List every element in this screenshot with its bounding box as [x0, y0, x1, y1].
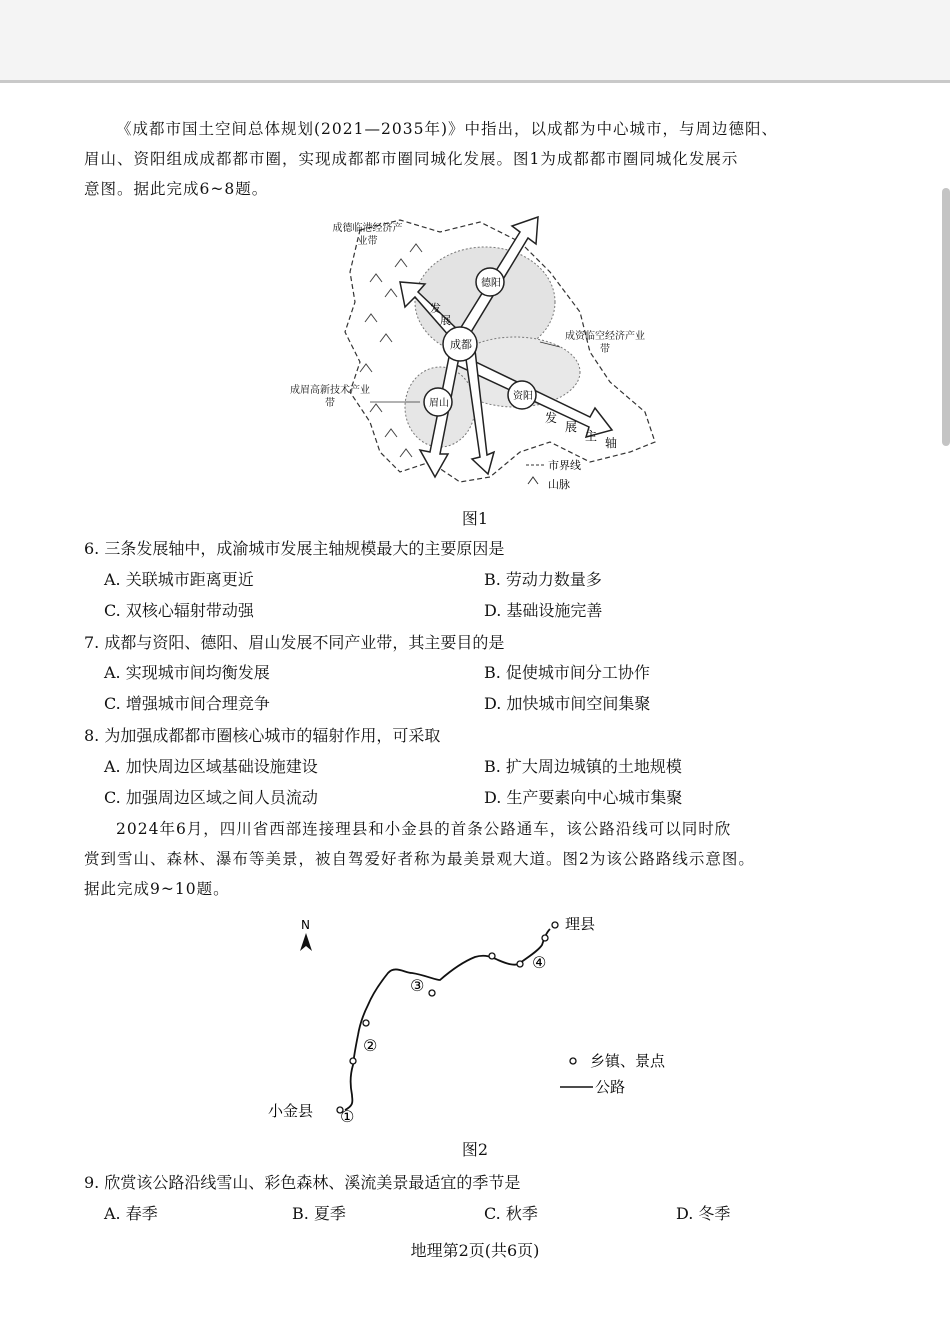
city-meishan-label: 眉山	[429, 398, 449, 409]
town-7	[542, 935, 548, 941]
town-4	[429, 990, 435, 996]
question-9-option-b: B. 夏季	[292, 1204, 346, 1223]
passage-2	[84, 814, 874, 904]
question-6-option-a: A. 关联城市距离更近	[104, 570, 254, 589]
question-6-option-b: B. 劳动力数量多	[484, 570, 602, 589]
passage-1-line-1: 《成都市国土空间总体规划(2021—2035年)》中指出，以成都为中心城市，与周边德阳、	[116, 120, 778, 138]
question-7-option-c: C. 增强城市间合理竞争	[104, 694, 270, 713]
city-ziyang-label: 资阳	[513, 391, 533, 402]
question-7-option-a: A. 实现城市间均衡发展	[104, 663, 270, 682]
axis-main-label-3: 主	[585, 429, 598, 443]
figure-2-route-map	[260, 905, 720, 1130]
question-9-stem: 9. 欣赏该公路沿线雪山、彩色森林、溪流美景最适宜的季节是	[84, 1173, 521, 1192]
town-5	[489, 953, 495, 959]
question-7-stem: 7. 成都与资阳、德阳、眉山发展不同产业带，其主要目的是	[84, 633, 505, 652]
question-9-option-d: D. 冬季	[676, 1204, 731, 1223]
legend-road-label: 公路	[595, 1078, 626, 1096]
legend-town-icon	[570, 1058, 576, 1064]
question-8-option-b: B. 扩大周边城镇的土地规模	[484, 757, 682, 776]
question-9-option-a: A. 春季	[104, 1204, 158, 1223]
question-8-option-c: C. 加强周边区域之间人员流动	[104, 788, 318, 807]
axis-main-label-2: 展	[565, 420, 578, 434]
city-deyang-label: 德阳	[481, 278, 501, 289]
axis-west-label-2: 展	[440, 314, 451, 327]
city-chengdu-label: 成都	[450, 338, 472, 351]
figure-2-caption: 图2	[461, 1140, 489, 1159]
question-9-option-c: C. 秋季	[484, 1204, 538, 1223]
legend-boundary-label: 市界线	[548, 459, 581, 472]
question-6-option-d: D. 基础设施完善	[484, 601, 603, 620]
axis-main-label-1: 发	[545, 411, 558, 425]
marker-1: ①	[340, 1107, 355, 1126]
legend-mountain-label: 山脉	[548, 478, 570, 491]
axis-west-label-1: 发	[430, 302, 441, 315]
town-6	[517, 961, 523, 967]
axis-main-label-4: 轴	[605, 436, 618, 450]
passage-2-line-1: 2024年6月，四川省西部连接理县和小金县的首条公路通车，该公路沿线可以同时欣	[116, 820, 732, 838]
question-6-stem: 6. 三条发展轴中，成渝城市发展主轴规模最大的主要原因是	[84, 539, 505, 558]
road-line	[345, 929, 550, 1110]
page-footer: 地理第2页(共6页)	[410, 1241, 540, 1260]
marker-2: ②	[363, 1036, 378, 1055]
belt-south-label: 成眉高新技术产业带	[290, 385, 370, 409]
belt-north-label: 成德临港经济产业带	[332, 223, 403, 247]
marker-4: ④	[532, 953, 547, 972]
figure-1-caption: 图1	[461, 509, 489, 528]
question-7-option-b: B. 促使城市间分工协作	[484, 663, 650, 682]
town-2	[350, 1058, 356, 1064]
town-lixian	[552, 922, 558, 928]
question-7-option-d: D. 加快城市间空间集聚	[484, 694, 651, 713]
north-label: N	[301, 918, 310, 932]
north-arrow-icon	[300, 933, 312, 951]
question-6-option-c: C. 双核心辐射带动强	[104, 601, 254, 620]
question-8-option-a: A. 加快周边区域基础设施建设	[104, 757, 318, 776]
passage-1-line-3: 意图。据此完成6~8题。	[84, 180, 269, 198]
question-8-stem: 8. 为加强成都都市圈核心城市的辐射作用，可采取	[84, 726, 441, 745]
viewer-top-bar	[0, 0, 950, 83]
figure-1-map	[290, 212, 660, 497]
marker-3: ③	[410, 976, 425, 995]
question-8-option-d: D. 生产要素向中心城市集聚	[484, 788, 683, 807]
xiaojin-label: 小金县	[268, 1102, 314, 1120]
passage-1-line-2: 眉山、资阳组成成都都市圈，实现成都都市圈同城化发展。图1为成都都市圈同城化发展示	[84, 150, 739, 168]
town-3	[363, 1020, 369, 1026]
legend-mountain-icon	[528, 477, 538, 484]
passage-2-line-3: 据此完成9~10题。	[84, 880, 230, 898]
lixian-label: 理县	[565, 915, 596, 933]
passage-1	[84, 114, 874, 204]
belt-east-label: 成资临空经济产业带	[565, 331, 645, 355]
scrollbar[interactable]	[942, 188, 950, 446]
legend-town-label: 乡镇、景点	[590, 1052, 666, 1070]
passage-2-line-2: 赏到雪山、森林、瀑布等美景，被自驾爱好者称为最美景观大道。图2为该公路路线示意图。	[84, 850, 755, 868]
